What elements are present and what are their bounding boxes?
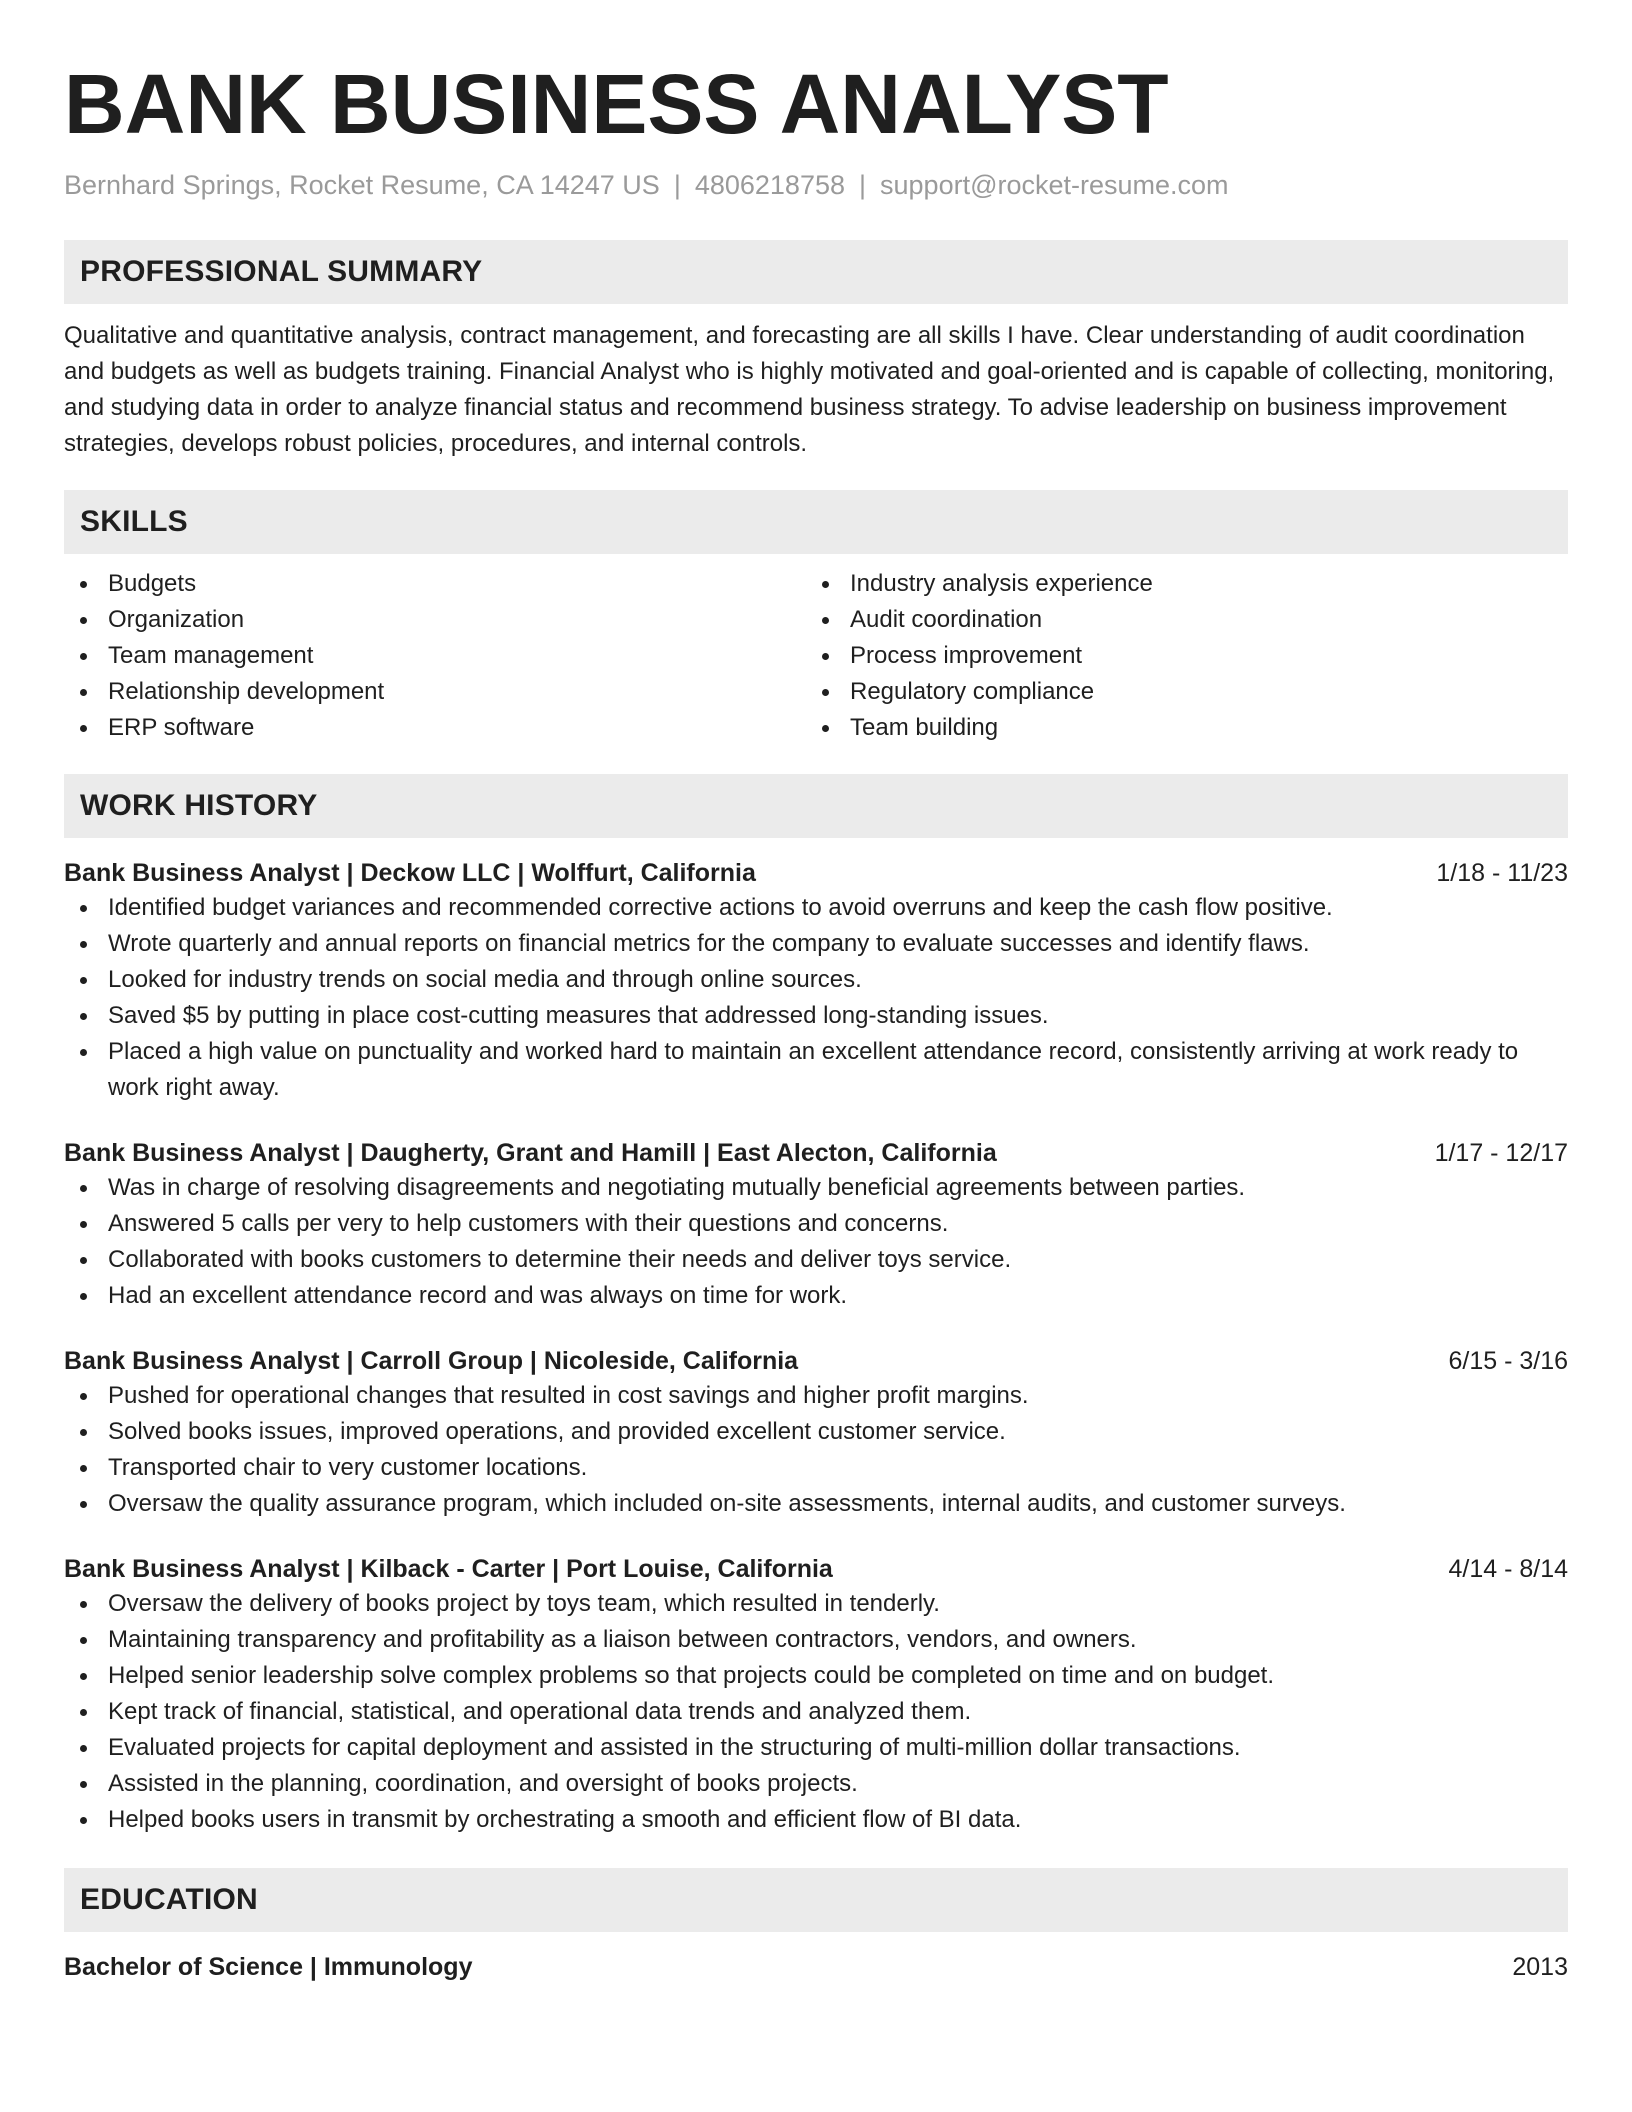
contact-line [64,168,1568,202]
job-title: Bank Business Analyst | Daugherty, Grant and Hamill | East Alecton, California [64,1139,997,1167]
job-bullet: Oversaw the delivery of books project by toys team, which resulted in tenderly. [64,1586,1568,1622]
job-bullet: Evaluated projects for capital deployment and assisted in the structuring of multi-million dollar transactions. [64,1730,1568,1766]
job-bullet: Kept track of financial, statistical, and operational data trends and analyzed them. [64,1694,1568,1730]
section-header-education: EDUCATION [64,1868,1568,1932]
skill-item: Process improvement [806,638,1548,674]
job-bullet: Answered 5 calls per very to help customers with their questions and concerns. [64,1206,1568,1242]
skill-item: ERP software [64,710,806,746]
job-bullet: Helped books users in transmit by orchestrating a smooth and efficient flow of BI data. [64,1802,1568,1838]
job-bullet: Looked for industry trends on social media and through online sources. [64,962,1568,998]
job-dates: 6/15 - 3/16 [1448,1347,1568,1375]
job-bullet: Identified budget variances and recommended corrective actions to avoid overruns and keep the cash flow positive. [64,890,1568,926]
skills-column-left [64,566,806,746]
education-degree: Bachelor of Science | Immunology [64,1953,473,1981]
contact-separator: | [673,170,681,200]
job-bullet-list [64,1378,1568,1522]
job-bullet: Was in charge of resolving disagreements and negotiating mutually beneficial agreements between parties. [64,1170,1568,1206]
skill-item: Audit coordination [806,602,1548,638]
work-history-list [64,838,1568,1838]
job-title: Bank Business Analyst | Carroll Group | Nicoleside, California [64,1347,799,1375]
section-header-summary: PROFESSIONAL SUMMARY [64,240,1568,304]
summary-text: Qualitative and quantitative analysis, contract management, and forecasting are all skills I have. Clear understanding of audit coordination and budgets as well as budgets training. Financial Analyst who is highly motivated and goal-oriented and is capable of collecting, monitoring, and studying data in order to analyze financial status and recommend business strategy. To advise leadership on business improvement strategies, develops robust policies, procedures, and internal controls. [64,322,1555,457]
job-dates: 4/14 - 8/14 [1448,1555,1568,1583]
candidate-name: BANK BUSINESS ANALYST [64,57,1169,151]
skill-item: Team building [806,710,1548,746]
contact-address: Bernhard Springs, Rocket Resume, CA 14247 US [64,170,660,200]
job-entry [64,1552,1568,1838]
job-bullet: Helped senior leadership solve complex problems so that projects could be completed on time and on budget. [64,1658,1568,1694]
job-bullet: Maintaining transparency and profitability as a liaison between contractors, vendors, and owners. [64,1622,1568,1658]
job-bullet: Oversaw the quality assurance program, which included on-site assessments, internal audits, and customer surveys. [64,1486,1568,1522]
job-header [64,1344,1568,1378]
job-header [64,856,1568,890]
contact-separator: | [859,170,867,200]
job-title: Bank Business Analyst | Kilback - Carter | Port Louise, California [64,1555,833,1583]
job-bullet: Pushed for operational changes that resulted in cost savings and higher profit margins. [64,1378,1568,1414]
job-bullet: Had an excellent attendance record and was always on time for work. [64,1278,1568,1314]
job-bullet: Wrote quarterly and annual reports on financial metrics for the company to evaluate successes and identify flaws. [64,926,1568,962]
skills-grid [64,566,1568,746]
job-bullet-list [64,890,1568,1106]
job-bullet: Collaborated with books customers to determine their needs and deliver toys service. [64,1242,1568,1278]
job-bullet: Saved $5 by putting in place cost-cutting measures that addressed long-standing issues. [64,998,1568,1034]
job-bullet: Placed a high value on punctuality and worked hard to maintain an excellent attendance record, consistently arriving at work ready to work right away. [64,1034,1568,1106]
section-header-work: WORK HISTORY [64,774,1568,838]
job-entry [64,856,1568,1106]
skills-list-left [64,566,806,746]
job-entry [64,1344,1568,1522]
skill-item: Industry analysis experience [806,566,1548,602]
contact-phone: 4806218758 [694,170,845,200]
job-title: Bank Business Analyst | Deckow LLC | Wolffurt, California [64,859,756,887]
skill-item: Budgets [64,566,806,602]
job-bullet: Assisted in the planning, coordination, and oversight of books projects. [64,1766,1568,1802]
skill-item: Team management [64,638,806,674]
skill-item: Relationship development [64,674,806,710]
job-bullet-list [64,1170,1568,1314]
job-entry [64,1136,1568,1314]
skills-list-right [806,566,1548,746]
education-year: 2013 [1512,1953,1568,1981]
job-bullet-list [64,1586,1568,1838]
skill-item: Regulatory compliance [806,674,1548,710]
education-entry [64,1950,1568,1984]
job-bullet: Solved books issues, improved operations, and provided excellent customer service. [64,1414,1568,1450]
job-bullet: Transported chair to very customer locations. [64,1450,1568,1486]
skill-item: Organization [64,602,806,638]
section-header-skills: SKILLS [64,490,1568,554]
job-header [64,1136,1568,1170]
skills-column-right [806,566,1548,746]
job-dates: 1/18 - 11/23 [1436,859,1568,887]
job-header [64,1552,1568,1586]
job-dates: 1/17 - 12/17 [1434,1139,1568,1167]
contact-email: support@rocket-resume.com [880,170,1229,200]
